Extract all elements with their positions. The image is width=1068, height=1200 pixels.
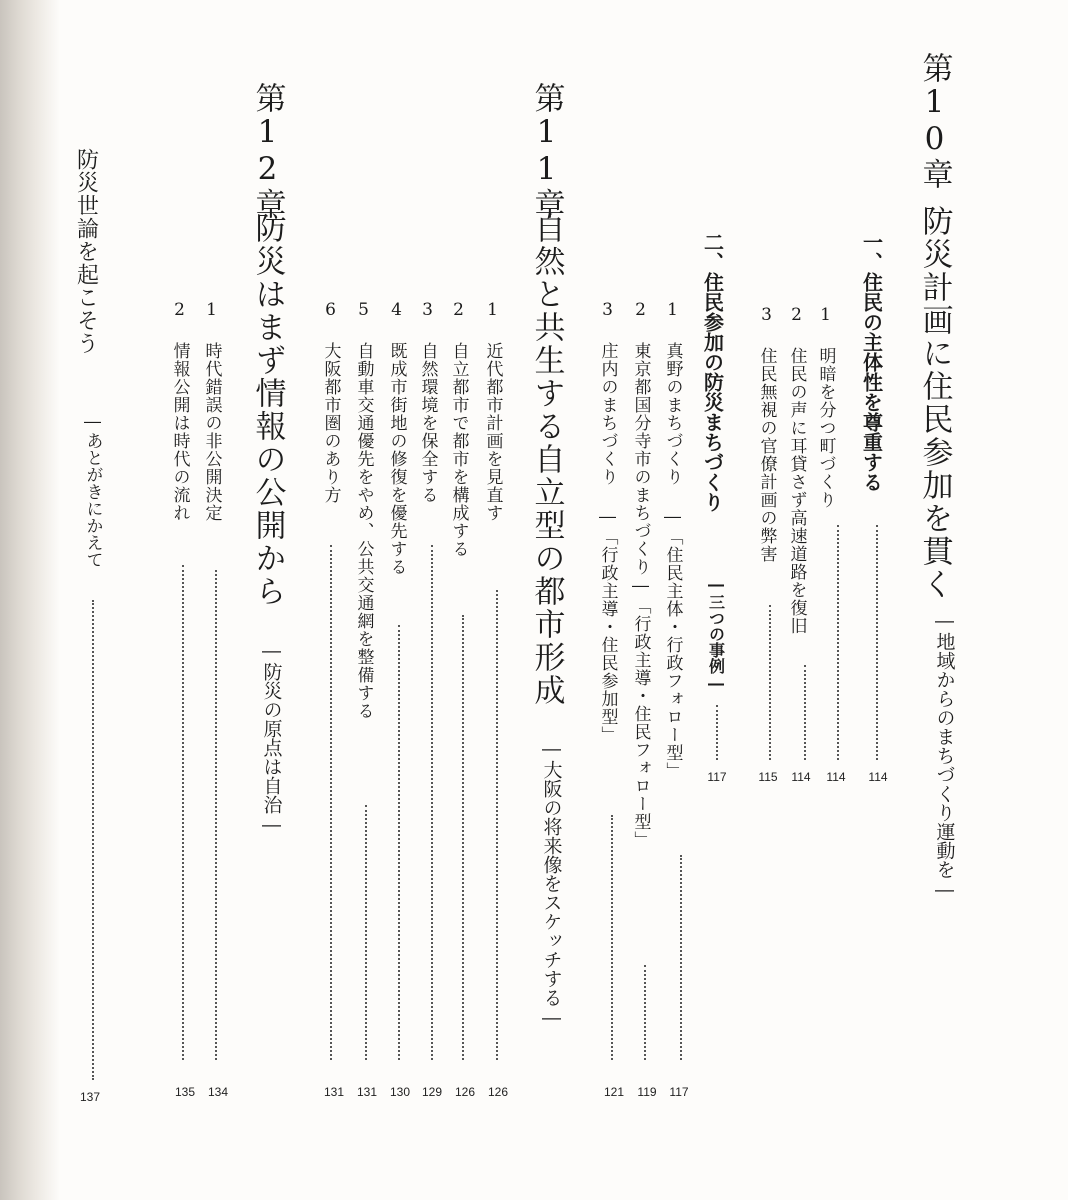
ch10-s1-item-1-leader — [837, 525, 839, 760]
ch10-s2-item-1-leader — [680, 855, 682, 1060]
ch12-item-2: 2 情報公開は時代の流れ — [169, 300, 190, 522]
chapter-11-title: 自然と共生する自立型の都市形成 — [528, 212, 565, 707]
ch10-s1-item-3-page: 115 — [758, 770, 778, 784]
ch10-s2-item-2-page: 119 — [637, 1085, 657, 1099]
ch10-s1-item-2-leader — [804, 665, 806, 760]
ch10-s1-item-3-leader — [769, 605, 771, 760]
ch11-item-2-leader — [462, 615, 464, 1060]
chapter-10-page: 114 — [868, 770, 888, 784]
ch10-s2-item-3: 3 庄内のまちづくり ―「行政主導・住民参加型」 — [597, 300, 618, 744]
chapter-11-subtitle: ―大阪の将来像をスケッチする― — [540, 738, 563, 1029]
chapter-10-subtitle: ―地域からのまちづくり運動を― — [933, 610, 956, 901]
ch12-item-2-page: 135 — [174, 1085, 196, 1099]
ch11-item-5: 5 自動車交通優先をやめ、公共交通網を整備する — [353, 300, 374, 720]
ch11-item-2-page: 126 — [454, 1085, 476, 1099]
ch11-item-2: 2 自立都市で都市を構成する — [448, 300, 469, 558]
ch11-item-5-page: 131 — [356, 1085, 378, 1099]
ch12-item-2-leader — [182, 565, 184, 1060]
postscript-title: 防災世論を起こそう — [73, 148, 99, 355]
ch10-s1-item-3: 3 住民無視の官僚計画の弊害 — [756, 305, 777, 563]
chapter-12-label: 第12章 — [249, 82, 286, 220]
ch11-item-3-page: 129 — [421, 1085, 443, 1099]
section-2-page: 117 — [707, 770, 727, 784]
ch10-s1-item-1-page: 114 — [826, 770, 846, 784]
ch10-s2-item-2: 2 東京都国分寺市のまちづくり―「行政主導・住民フォロー型」 — [630, 300, 651, 849]
ch11-item-1-page: 126 — [487, 1085, 509, 1099]
section-2-title: 二、住民参加の防災まちづくり — [700, 232, 725, 512]
ch11-item-3: 3 自然環境を保全する — [417, 300, 438, 504]
ch11-item-1: 1 近代都市計画を見直す — [482, 300, 503, 522]
section-2-leader — [716, 705, 718, 760]
ch10-s2-item-2-leader — [644, 965, 646, 1060]
chapter-11-label: 第11章 — [528, 82, 565, 220]
ch11-item-6-leader — [330, 545, 332, 1060]
ch11-item-4-page: 130 — [389, 1085, 411, 1099]
chapter-10-title: 防災計画に住民参加を貫く — [916, 205, 953, 601]
ch11-item-3-leader — [431, 545, 433, 1060]
ch12-item-1-page: 134 — [207, 1085, 229, 1099]
ch10-s1-item-2: 2 住民の声に耳貸さず高速道路を復旧 — [786, 305, 807, 635]
ch10-s2-item-3-page: 121 — [603, 1085, 625, 1099]
ch11-item-1-leader — [496, 590, 498, 1060]
ch11-item-4-leader — [398, 625, 400, 1060]
chapter-10-label: 第10章 — [916, 52, 953, 190]
ch11-item-6-page: 131 — [323, 1085, 345, 1099]
ch10-s1-item-1: 1 明暗を分つ町づくり — [815, 305, 836, 509]
ch11-item-5-leader — [365, 805, 367, 1060]
ch11-item-4: 4 既成市街地の修復を優先する — [386, 300, 407, 576]
ch10-s2-item-1-page: 117 — [669, 1085, 689, 1099]
section-1-title: 一、住民の主体性を尊重する — [859, 232, 884, 492]
section-2-subtitle: ―三つの事例― — [706, 575, 726, 693]
postscript-page: 137 — [79, 1090, 101, 1104]
ch10-s2-item-1: 1 真野のまちづくり ―「住民主体・行政フォロー型」 — [662, 300, 683, 780]
ch10-s1-item-2-page: 114 — [791, 770, 811, 784]
postscript-subtitle: ―あとがきにかえて — [82, 412, 103, 568]
ch11-item-6: 6 大阪都市圏のあり方 — [320, 300, 341, 504]
postscript-leader — [92, 600, 94, 1080]
ch10-s2-item-3-leader — [611, 815, 613, 1060]
ch12-item-1: 1 時代錯誤の非公開決定 — [201, 300, 222, 522]
chapter-12-title: 防災はまず情報の公開から — [249, 212, 286, 608]
section-1-leader — [876, 525, 878, 760]
chapter-12-subtitle: ―防災の原点は自治― — [260, 640, 283, 836]
ch12-item-1-leader — [215, 570, 217, 1060]
